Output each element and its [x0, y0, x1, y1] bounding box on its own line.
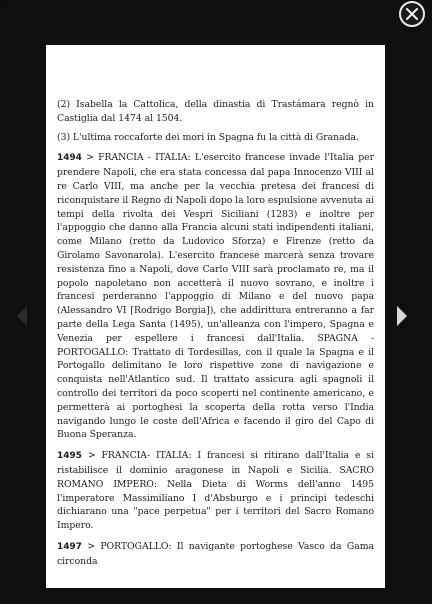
next-page-button[interactable]	[394, 303, 410, 329]
book-page	[46, 45, 385, 588]
entry-year: 1494	[57, 153, 82, 164]
entry-year: 1495	[57, 451, 82, 462]
entry-arrow: >	[87, 450, 96, 462]
entry-text: FRANCIA - ITALIA: L'esercito francese invade l'Italia per prendere Napoli, che era stata concessa dal papa Innocenzo VIII al re Carlo VIII, ma anche per la vecchia pretesa dei francesi di riconquistare il Regno di Napoli dopo la loro espulsione avvenuta ai tempi della rivolta dei Vespri Siciliani (1283) e inoltre per l'appoggio che danno alla Francia alcuni stati indipendenti italiani, come Milano (retto da Ludovico Sforza) e Firenze (retto da Girolamo Savonarola). L'esercito francese marcerà senza trovare resistenza fino a Napoli, dove Carlo VIII sarà proclamato re, ma il popolo napoletano non accetterà il nuovo sovrano, e inoltre i francesi perderanno l'appoggio di Milano e del nuovo papa (Alessandro VI [Rodrigo Borgia]), che addirittura entreranno a far parte della Lega Santa (1495), un'alleanza con l'impero, Spagna e Venezia per espellere i francesi dall'Italia. SPAGNA - PORTOGALLO: Trattato di Tordesillas, con il quale la Spagna e il Portogallo delimitano le loro rispettive zone di navigazione e conquista nell'Atlantico sud. Il trattato assicura agli spagnoli il controllo dei territori da poco scoperti nel continente americano, e permetterà ai portoghesi la scoperta della rotta verso l'India navigando lungo le coste dell'Africa e facendo il giro del Capo di Buona Speranza.	[57, 152, 374, 441]
entry-text: PORTOGALLO: Il navigante portoghese Vasco da Gama circonda	[57, 540, 375, 567]
entry-arrow: >	[87, 540, 95, 552]
entry-text: FRANCIA- ITALIA: I francesi si ritirano dall'Italia e si ristabilisce il dominio aragonese in Napoli e Sicilia. SACRO ROMANO IMPERO: Nella Dieta di Worms dell'anno 1495 l'imperatore Massimiliano I d'Absburgo e i principi tedeschi dichiarano una "pace perpetua" per i territori del Sacro Romano Impero.	[57, 450, 375, 532]
entry-1495	[57, 449, 374, 533]
entry-1494	[57, 151, 374, 442]
chevron-left-icon	[14, 303, 30, 329]
footnote-3: (3) L'ultima roccaforte dei mori in Spagna fu la città di Granada.	[57, 131, 359, 143]
entry-year: 1497	[57, 541, 82, 552]
close-button[interactable]	[399, 1, 425, 27]
close-icon	[406, 8, 418, 20]
footnote-2: (2) Isabella la Cattolica, della dinastia di Trastámara regnò in Castiglia dal 1474 al 1504.	[57, 99, 374, 124]
previous-page-button[interactable]	[14, 303, 30, 329]
entry-1497	[57, 540, 374, 569]
entry-arrow: >	[86, 152, 94, 164]
chevron-right-icon	[394, 303, 410, 329]
